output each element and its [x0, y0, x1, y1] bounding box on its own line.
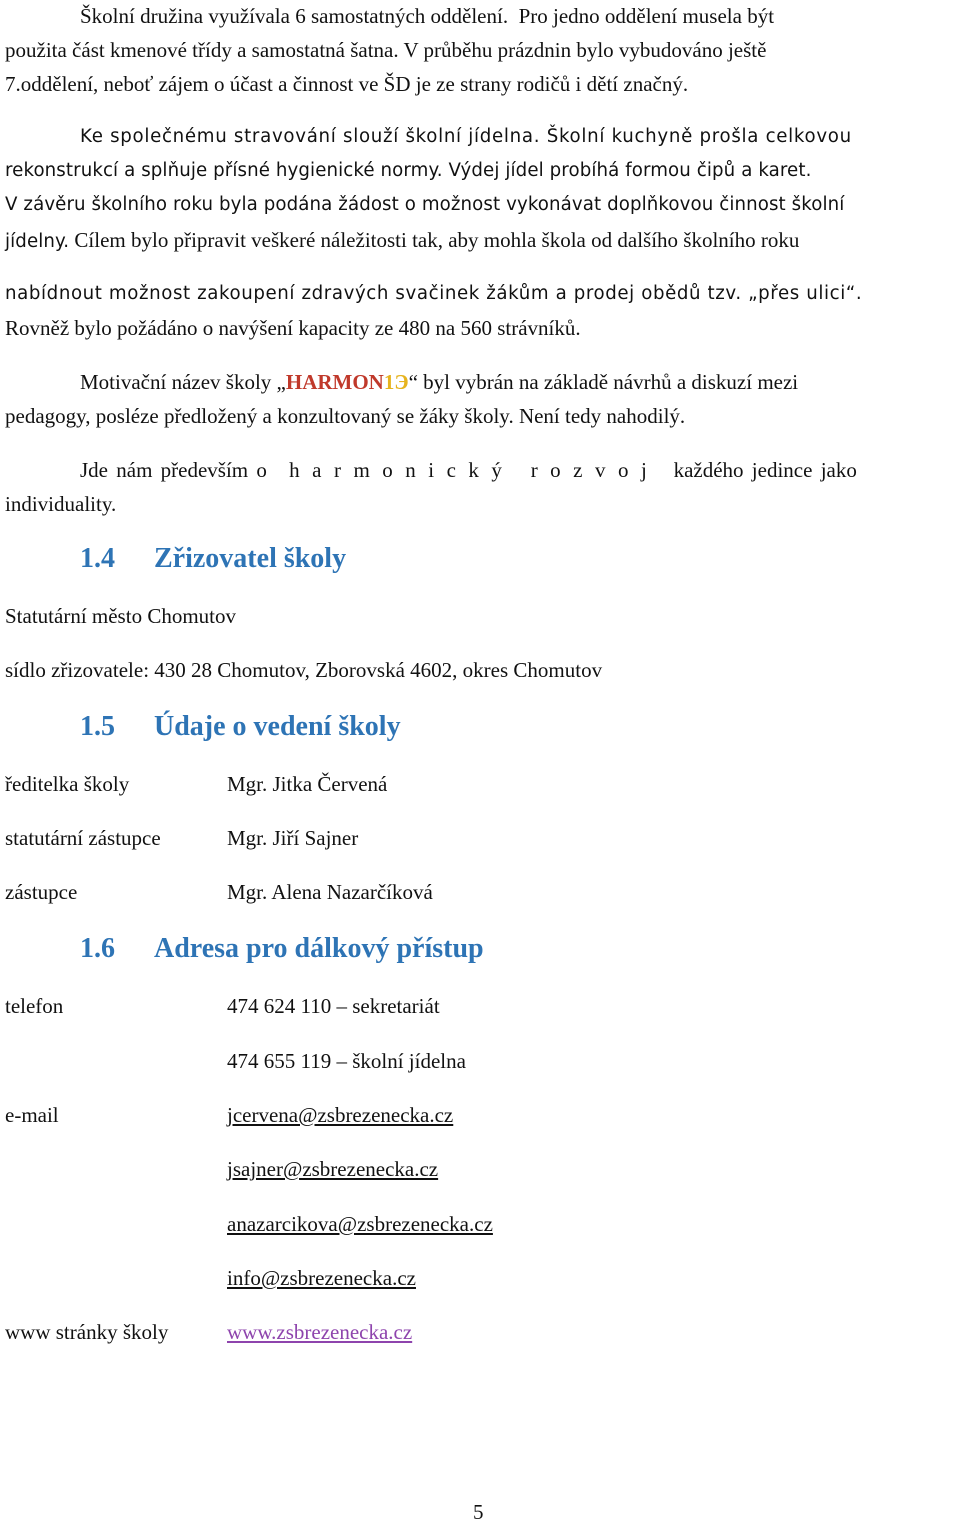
section-number: 1.5 [80, 711, 115, 742]
email-label: e-mail [5, 1103, 59, 1127]
intro-line-1 [80, 4, 774, 29]
intro-line-2: použita část kmenové třídy a samostatná šatna. V průběhu prázdnin bylo vybudováno ještě [5, 38, 767, 62]
email-link[interactable]: info@zsbrezenecka.cz [227, 1266, 416, 1290]
management-role: statutární zástupce [5, 826, 161, 850]
canteen-line-2: rekonstrukcí a splňuje přísné hygienické normy. Výdej jídel probíhá formou čipů a karet. [5, 160, 812, 181]
canteen-line-1: Ke společnému stravování slouží školní jídelna. Školní kuchyně prošla celkovou [80, 126, 852, 147]
intro-text: Školní družina využívala 6 samostatných oddělení. [80, 4, 509, 28]
motto-text: Jde nám především o [80, 458, 267, 482]
motto-spaced-word: harmonický [289, 458, 515, 482]
motto-line-4: individuality. [5, 492, 117, 516]
phone-number: 474 655 119 – školní jídelna [227, 1049, 466, 1073]
phone-label: telefon [5, 994, 64, 1018]
section-heading-1-6 [80, 933, 484, 965]
motto-text: “ byl vybrán na základě návrhů a diskuzí mezi [408, 370, 799, 394]
section-number: 1.6 [80, 933, 115, 964]
canteen-line-4 [5, 228, 799, 253]
school-motto-name-suffix: 1Э [383, 370, 409, 394]
canteen-text: jídelny. [5, 231, 70, 252]
canteen-line-6: Rovněž bylo požádáno o navýšení kapacity ze 480 na 560 strávníků. [5, 316, 581, 340]
canteen-line-3: V závěru školního roku byla podána žádost o možnost vykonávat doplňkovou činnost školní [5, 194, 845, 215]
founder-seat: sídlo zřizovatele: 430 28 Chomutov, Zborovská 4602, okres Chomutov [5, 658, 603, 682]
section-title: Zřizovatel školy [154, 543, 347, 574]
motto-line-1 [80, 370, 798, 395]
email-link[interactable]: jsajner@zsbrezenecka.cz [227, 1157, 439, 1181]
motto-text: každého jedince jako [673, 458, 857, 482]
website-label: www stránky školy [5, 1320, 169, 1344]
email-link[interactable]: jcervena@zsbrezenecka.cz [227, 1103, 454, 1127]
intro-line-3: 7.oddělení, neboť zájem o účast a činnost ve ŠD je ze strany rodičů i dětí značný. [5, 72, 689, 96]
school-motto-name: HARMON [285, 370, 384, 394]
canteen-text: Cílem bylo připravit veškeré náležitosti tak, aby mohla škola od dalšího školního roku [74, 228, 800, 252]
section-title: Údaje o vedení školy [154, 711, 401, 742]
website-link[interactable]: www.zsbrezenecka.cz [227, 1320, 413, 1344]
canteen-line-5: nabídnout možnost zakoupení zdravých svačinek žákům a prodej obědů tzv. „přes ulici“. [5, 283, 863, 304]
section-heading-1-5 [80, 711, 401, 743]
email-link[interactable]: anazarcikova@zsbrezenecka.cz [227, 1212, 493, 1236]
section-title: Adresa pro dálkový přístup [154, 933, 484, 964]
management-name: Mgr. Alena Nazarčíková [227, 880, 433, 904]
management-name: Mgr. Jitka Červená [227, 772, 388, 796]
motto-text: Motivační název školy „ [80, 370, 286, 394]
management-role: ředitelka školy [5, 772, 130, 796]
motto-spaced-word: rozvoj [530, 458, 660, 482]
motto-line-3 [80, 458, 857, 483]
section-heading-1-4 [80, 543, 346, 575]
founder-name: Statutární město Chomutov [5, 604, 236, 628]
motto-line-2: pedagogy, posléze předložený a konzultovaný se žáky školy. Není tedy nahodilý. [5, 404, 686, 428]
page-number: 5 [473, 1500, 484, 1524]
management-name: Mgr. Jiří Sajner [227, 826, 359, 850]
intro-text: Pro jedno oddělení musela být [518, 4, 775, 28]
phone-number: 474 624 110 – sekretariát [227, 994, 440, 1018]
management-role: zástupce [5, 880, 78, 904]
section-number: 1.4 [80, 543, 115, 574]
